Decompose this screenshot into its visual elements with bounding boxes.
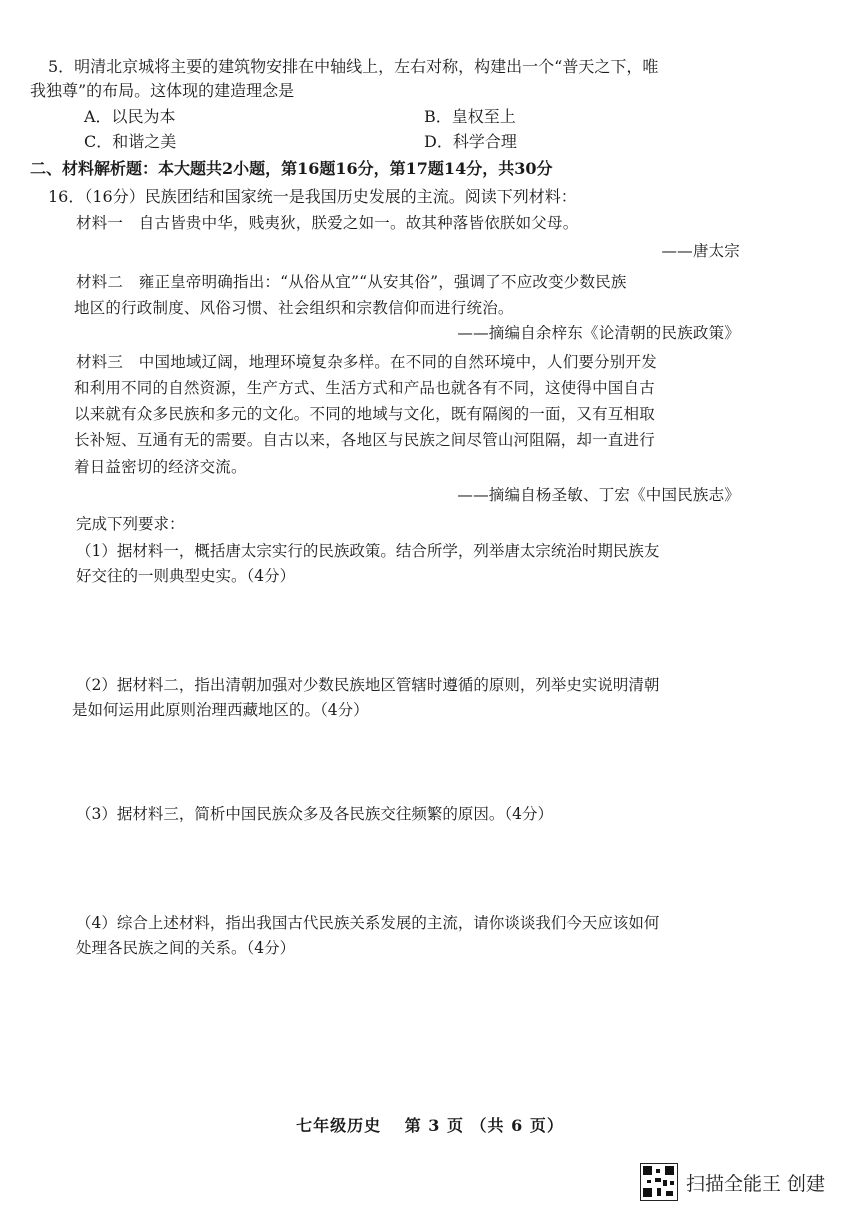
section2-heading: 二、材料解析题：本大题共2小题，第16题16分，第17题14分，共30分	[30, 159, 553, 178]
q15-line2: 我独尊”的布局。这体现的建造理念是	[30, 81, 295, 100]
q16-material3-line2: 和利用不同的自然资源，生产方式、生活方式和产品也就各有不同，这使得中国自古	[74, 379, 655, 397]
q16-material3-line1: 材料三 中国地域辽阔，地理环境复杂多样。在不同的自然环境中，人们要分别开发	[76, 353, 657, 371]
page-footer: 七年级历史 第 3 页 （共 6 页）	[296, 1116, 564, 1135]
q15-option-a: A．以民为本	[84, 107, 176, 126]
watermark-text: 扫描全能王 创建	[686, 1172, 826, 1195]
q15-option-c: C．和谐之美	[84, 132, 177, 151]
q16-material3-source: ——摘编自杨圣敏、丁宏《中国民族志》	[457, 486, 740, 504]
q16-sub3-line1: （3）据材料三，简析中国民族众多及各民族交往频繁的原因。（4分）	[76, 805, 553, 823]
q16-material3-line3: 以来就有众多民族和多元的文化。不同的地域与文化，既有隔阂的一面，又有互相取	[74, 405, 655, 423]
q15-line1: 5．明清北京城将主要的建筑物安排在中轴线上，左右对称，构建出一个“普天之下，唯	[48, 57, 659, 76]
q16-sub4-line1: （4）综合上述材料，指出我国古代民族关系发展的主流，请你谈谈我们今天应该如何	[76, 914, 660, 932]
q16-material2-line2: 地区的行政制度、风俗习惯、社会组织和宗教信仰而进行统治。	[74, 299, 514, 317]
q16-sub1-line2: 好交往的一则典型史实。（4分）	[76, 567, 296, 585]
q15-option-d: D．科学合理	[424, 132, 517, 151]
q16-intro: 16．（16分）民族团结和国家统一是我国历史发展的主流。阅读下列材料：	[48, 187, 577, 206]
q16-material3-line5: 着日益密切的经济交流。	[74, 458, 247, 476]
q16-sub2-line1: （2）据材料二，指出清朝加强对少数民族地区管辖时遵循的原则，列举史实说明清朝	[76, 676, 660, 694]
qr-code-icon	[640, 1163, 678, 1201]
q16-material1: 材料一 自古皆贵中华，贱夷狄，朕爱之如一。故其种落皆依朕如父母。	[76, 214, 579, 232]
scanner-watermark	[640, 1163, 825, 1201]
q16-material3-line4: 长补短、互通有无的需要。自古以来，各地区与民族之间尽管山河阻隔，却一直进行	[74, 431, 655, 449]
q16-material1-source: ——唐太宗	[661, 242, 740, 260]
q16-sub4-line2: 处理各民族之间的关系。（4分）	[76, 939, 296, 957]
q16-sub1-line1: （1）据材料一，概括唐太宗实行的民族政策。结合所学，列举唐太宗统治时期民族友	[76, 542, 660, 560]
q15-option-b: B．皇权至上	[424, 107, 516, 126]
q16-material2-line1: 材料二 雍正皇帝明确指出：“从俗从宜”“从安其俗”，强调了不应改变少数民族	[76, 273, 627, 291]
q16-material2-source: ——摘编自余梓东《论清朝的民族政策》	[457, 324, 740, 342]
q16-task-heading: 完成下列要求：	[76, 515, 185, 533]
q16-sub2-line2: 是如何运用此原则治理西藏地区的。（4分）	[72, 701, 369, 719]
